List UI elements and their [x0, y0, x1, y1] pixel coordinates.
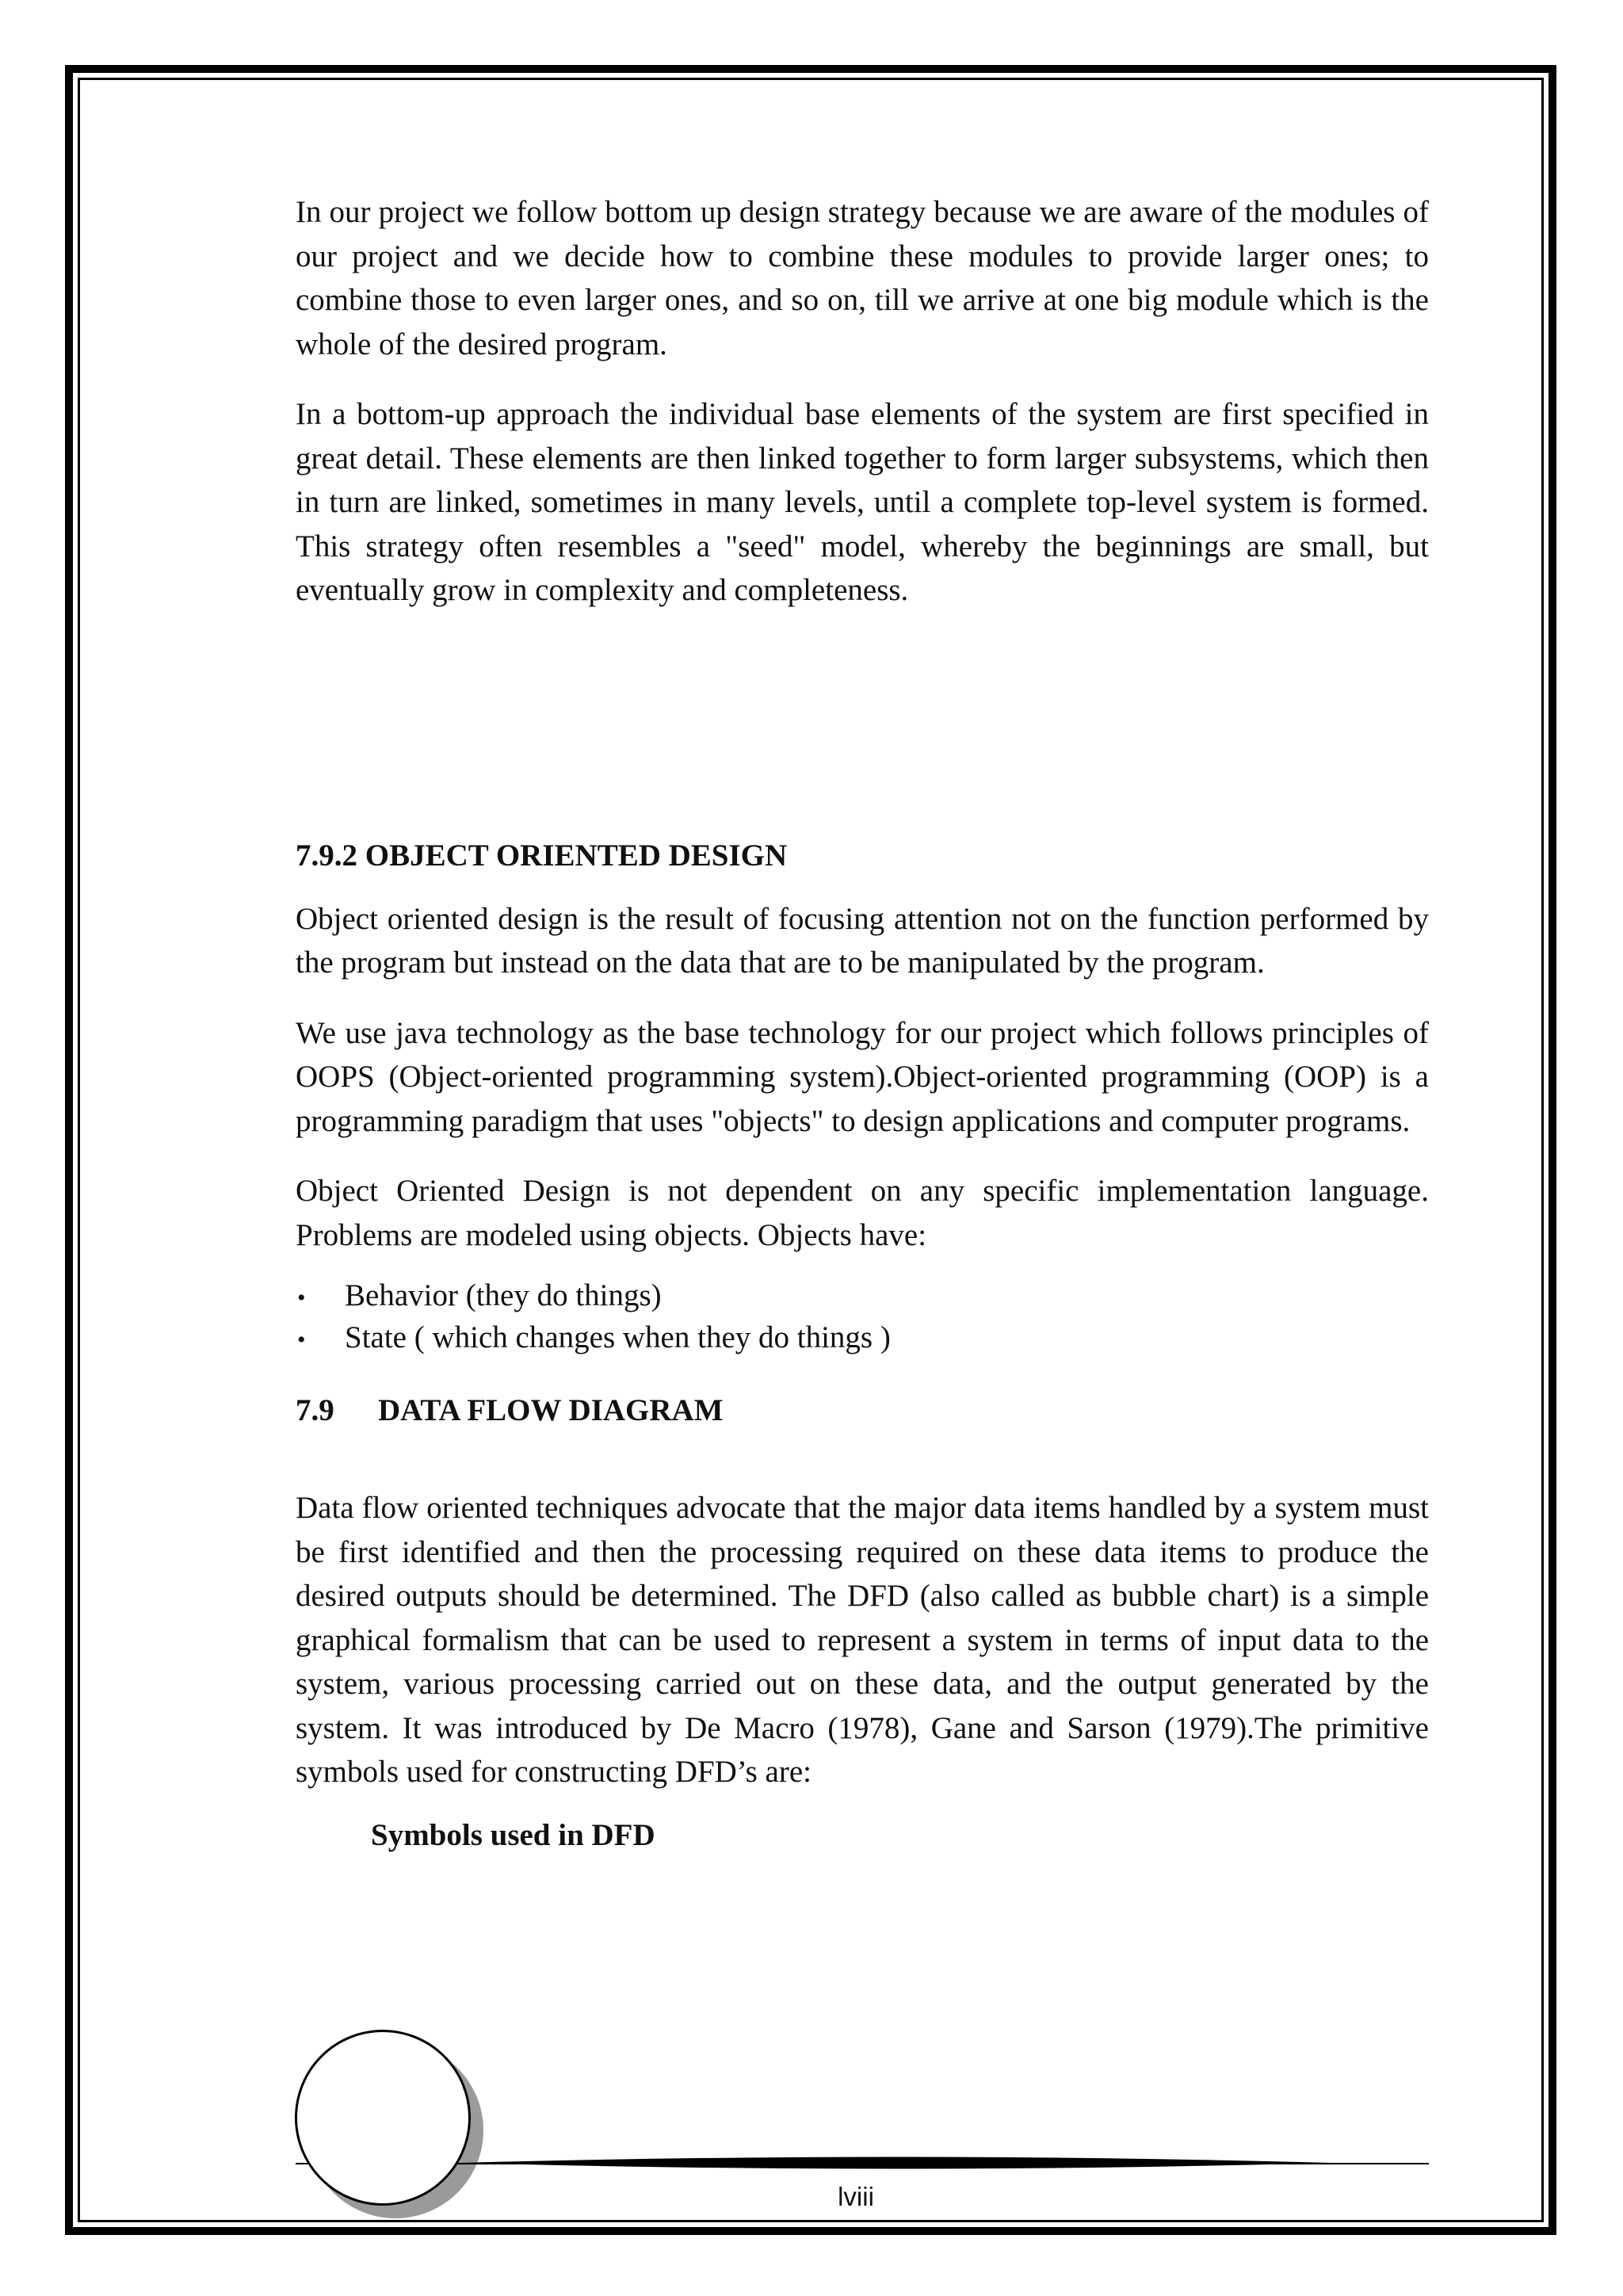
list-item [296, 1276, 1429, 1318]
list-item [296, 1318, 1429, 1360]
section-heading-dfd [296, 1389, 1429, 1432]
bullet-icon: • [297, 1327, 306, 1353]
section-number: 7.9 [296, 1393, 334, 1427]
page-number: lviii [838, 2182, 874, 2211]
list-item-text: Behavior (they do things) [345, 1278, 662, 1312]
subheading-symbols-used: Symbols used in DFD [371, 1817, 655, 1852]
paragraph-bottom-up-strategy: In our project we follow bottom up design strategy because we are aware of the modules of our project and we decide how to combine these modules to provide larger ones; to combine those to even larger ones, and so on, till we arrive at one big module which is the whole of the desired program. [296, 195, 1429, 361]
section-title: DATA FLOW DIAGRAM [378, 1393, 724, 1427]
footer-circle-decoration [295, 2030, 471, 2206]
paragraph-java-oops: We use java technology as the base technology for our project which follows principles of OOPS (Object-oriented programming system).Object-oriented programming (OOP) is a programming paradigm that uses "objects" to design applications and computer programs. [296, 1015, 1429, 1138]
bullet-icon: • [297, 1285, 306, 1311]
paragraph-bottom-up-approach: In a bottom-up approach the individual base elements of the system are first specified in great detail. These elements are then linked together to form larger subsystems, which then in turn are linked, sometimes in many levels, until a complete top-level system is formed. This strategy often resembles a "seed" model, whereby the beginnings are small, but eventually grow in complexity and completeness. [296, 397, 1429, 607]
section-heading-ood: 7.9.2 OBJECT ORIENTED DESIGN [296, 838, 788, 873]
spacer [296, 639, 1429, 834]
objects-have-list [296, 1276, 1429, 1360]
paragraph-ood-objects: Object Oriented Design is not dependent on any specific implementation language. Problems are modeled using objects. Objects have: [296, 1174, 1429, 1252]
page-content [296, 190, 1429, 1857]
paragraph-dfd-description: Data flow oriented techniques advocate that the major data items handled by a system must be first identified and then the processing required on these data items to produce the desired outputs should be determined. The DFD (also called as bubble chart) is a simple graphical formalism that can be used to represent a system in terms of input data to the system, various processing carried out on these data, and the output generated by the system. It was introduced by De Macro (1978), Gane and Sarson (1979).The primitive symbols used for constructing DFD’s are: [296, 1491, 1429, 1789]
footer-swoosh-decoration [460, 2154, 1331, 2172]
paragraph-ood-definition: Object oriented design is the result of focusing attention not on the function performed by the program but instead on the data that are to be manipulated by the program. [296, 901, 1429, 980]
list-item-text: State ( which changes when they do things ) [345, 1320, 891, 1354]
